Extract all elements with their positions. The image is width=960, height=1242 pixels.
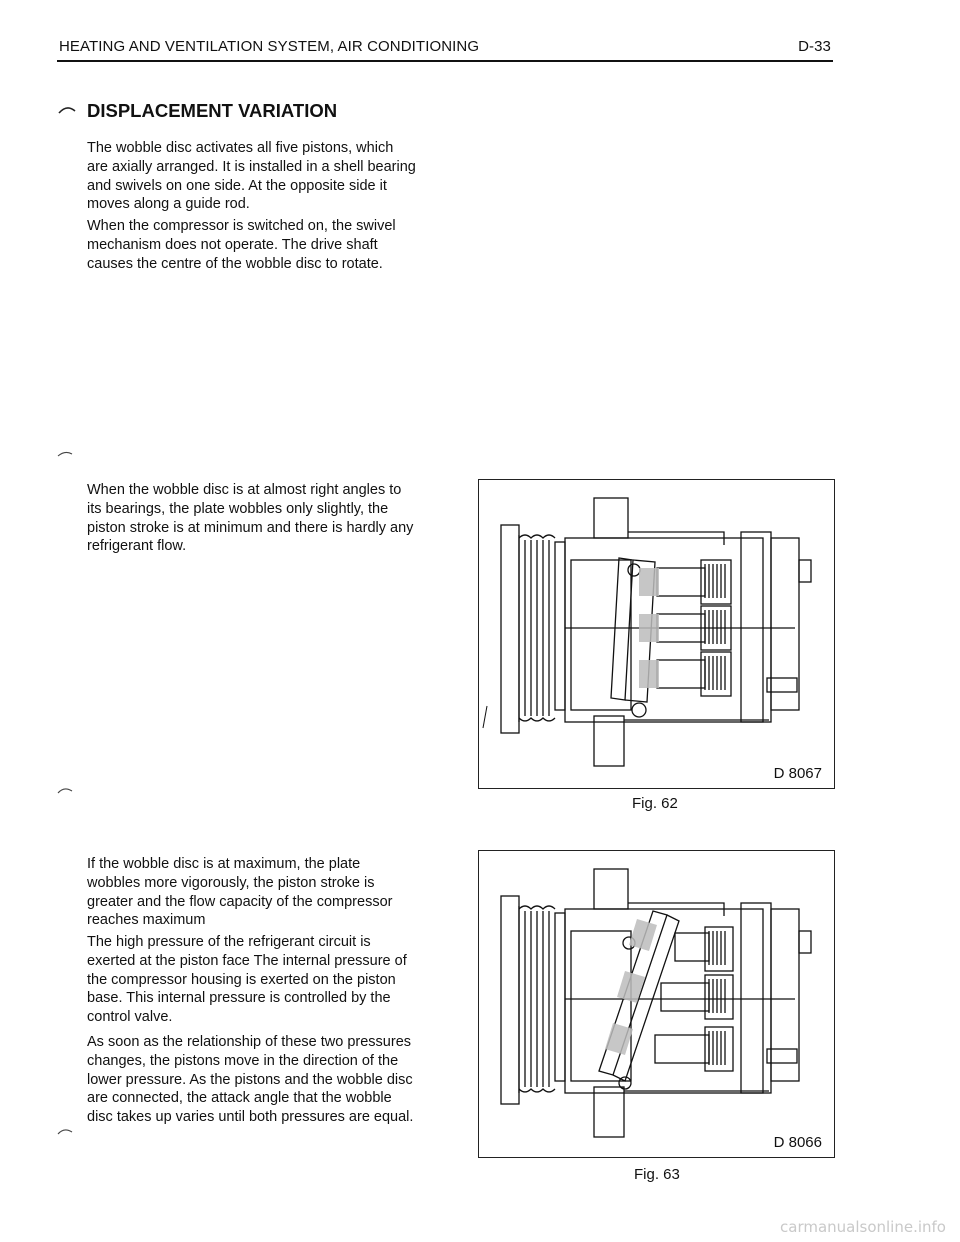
section-title: DISPLACEMENT VARIATION	[87, 100, 338, 121]
paragraph: When the compressor is switched on, the swivel mechanism does not operate. The drive shaft causes the centre of the wobble disc to rotate.	[87, 218, 396, 272]
paragraph: As soon as the relationship of these two pressures changes, the pistons move in the direction of the lower pressure. As the pistons and the wobble disc are connected, the attack angle that the wobble disc takes up varies until both pressures are equal.	[87, 1034, 414, 1126]
paragraph: The wobble disc activates all five pistons, which are axially arranged. It is installed in a shell bearing and swivels on one side. At the opposite side it moves along a guide rod.	[87, 140, 416, 213]
paragraph: When the wobble disc is at almost right angles to its bearings, the plate wobbles only slightly, the piston stroke is at minimum and there is hardly any refrigerant flow.	[87, 482, 414, 555]
page-number: D-33	[798, 38, 831, 55]
figure-caption: Fig. 63	[634, 1166, 680, 1183]
figure-code: D 8067	[773, 765, 822, 782]
figure-62	[478, 479, 835, 789]
compressor-diagram-max	[479, 851, 834, 1157]
margin-mark	[57, 783, 73, 798]
header-title: HEATING AND VENTILATION SYSTEM, AIR CONDITIONING	[59, 38, 480, 55]
page-header	[57, 36, 833, 62]
watermark: carmanualsonline.info	[780, 1218, 946, 1236]
paragraph: The high pressure of the refrigerant circuit is exerted at the piston face The internal pressure of the compressor housing is exerted on the piston base. This internal pressure is controlled by the control valve.	[87, 934, 407, 1026]
compressor-diagram-min	[479, 480, 834, 788]
figure-code: D 8066	[773, 1134, 822, 1151]
margin-mark	[57, 1124, 73, 1139]
margin-mark	[57, 447, 73, 462]
figure-caption: Fig. 62	[632, 795, 678, 812]
figure-63	[478, 850, 835, 1158]
margin-mark	[58, 102, 76, 117]
paragraph: If the wobble disc is at maximum, the plate wobbles more vigorously, the piston stroke is greater and the flow capacity of the compressor reaches maximum	[87, 856, 393, 929]
